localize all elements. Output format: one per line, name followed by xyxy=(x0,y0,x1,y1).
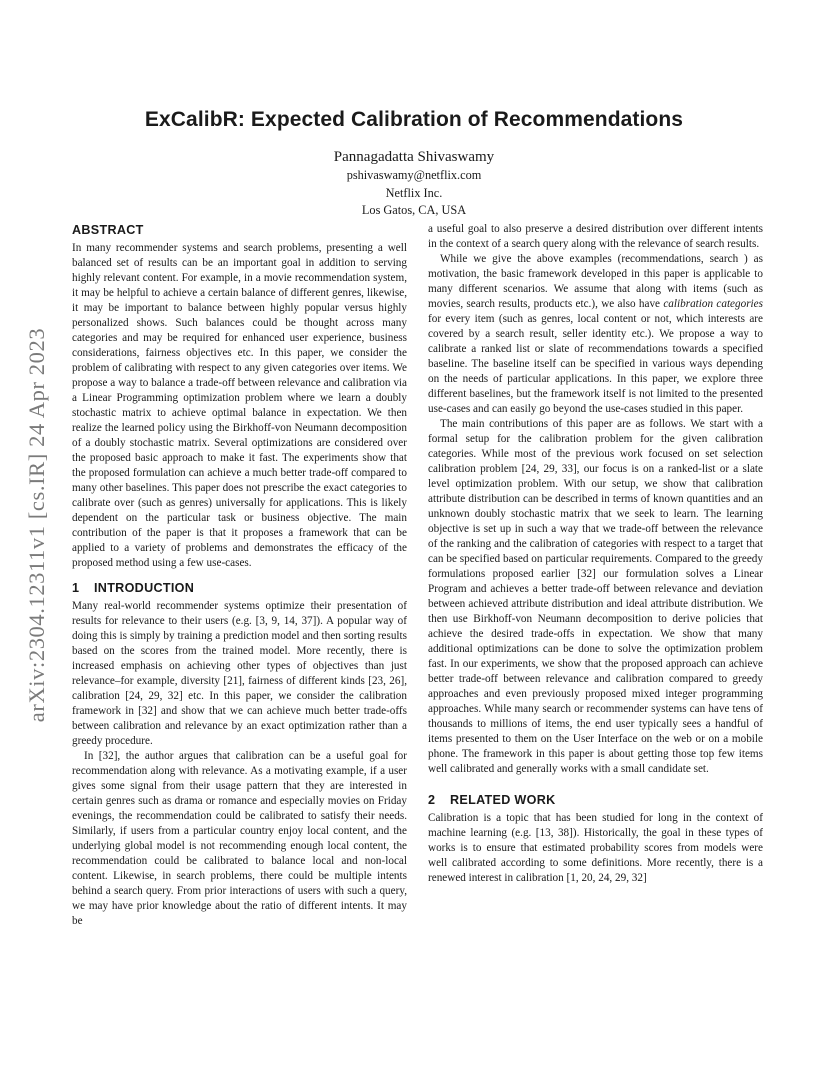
left-column xyxy=(72,222,407,929)
introduction-paragraph-1: Many real-world recommender systems optimize their presentation of results for relevance to their users (e.g. [3, 9, 14, 37]). A popular way of doing this is simply by training a prediction model and then sorting results based on the scores from the trained model. More recently, there is increased emphasis on achieving other types of objectives than just relevance–for example, diversity [21], fairness of different kinds [23, 26], calibration [24, 29, 32] etc. In this paper, we consider the calibration framework in [32] and show that we can achieve much better trade-offs between calibration and relevance by an exact optimization rather than a greedy procedure. xyxy=(72,600,407,747)
introduction-heading xyxy=(72,580,407,597)
related-work-paragraph-1: Calibration is a topic that has been studied for long in the context of machine learning (e.g. [13, 38]). Historically, the goal in these types of works is to ensure that estimated probability scores from models were well calibrated according to some definitions. More recently, there is a renewed interest in calibration [1, 20, 24, 29, 32] xyxy=(428,812,763,884)
introduction-paragraph-3: While we give the above examples (recommendations, search ) as motivation, the basic framework developed in this paper is applicable to many different scenarios. We assume that along with items (such as movies, search results, products etc.), we also have calibration categories for every item (such as genres, local content or not, which interests are covered by a search result, seller identity etc.). We propose a way to calibrate a ranked list or slate of recommendations towards a specified baseline. The baseline itself can be specified in various ways depending on the needs of particular applications. In this paper, we explore three different baselines, but the framework itself is not limited to the presented use-cases and can easily go beyond the use-cases studied in this paper. xyxy=(428,253,763,415)
introduction-number: 1 xyxy=(72,581,80,595)
introduction-title: INTRODUCTION xyxy=(94,581,195,595)
right-column xyxy=(428,222,763,886)
related-work-heading xyxy=(428,792,763,809)
abstract-text: In many recommender systems and search problems, presenting a well balanced set of results can be an important goal in addition to serving highly relevant content. For example, in a movie recommendation system, it may be helpful to achieve a certain balance of different genres, likewise, it may be important to balance between highly popular versus highly personalized shows. Such balances could be thought across many categories and may be required for enhanced user experience, business considerations, fairness objectives etc. In this paper, we consider the problem of calibrating with respect to any given categories over items. We propose a way to balance a trade-off between relevance and calibration via a Linear Programming optimization problem where we learn a doubly stochastic matrix to achieve optimal balance in expectation. We then realize the learned policy using the Birkhoff-von Neumann decomposition of a doubly stochastic matrix. Several optimizations are considered over the proposed basic approach to make it fast. The experiments show that the proposed formulation can achieve a much better trade-off compared to many other baselines. This paper does not prescribe the exact categories to calibrate over (such as genres) universally for applications. This is likely dependent on the particular task or business objective. The main contribution of the paper is that it proposes a framework that can be applied to a variety of problems and demonstrates the efficacy of the proposed method using a few use-cases. xyxy=(72,242,407,569)
paper-title: ExCalibR: Expected Calibration of Recommendations xyxy=(144,108,684,131)
introduction-paragraph-2: In [32], the author argues that calibration can be a useful goal for recommendation along with relevance. As a motivating example, if a user gives some signal from their usage pattern that they are interested in certain genres such as drama or romance and especially movies on Friday evenings, the recommendation could be calibrated to satisfy their needs. Similarly, if users from a particular country enjoy local content, and the underlying global model is not recommending enough local content, the recommendation could be calibrated to balance local and non-local content. Likewise, in search problems, there could be multiple intents behind a search query. From prior interactions of users with such a query, we may have prior knowledge about the ratio of different intents. It may be xyxy=(72,750,407,927)
introduction-paragraph-2-continued: a useful goal to also preserve a desired distribution over different intents in the context of a search query along with the relevance of search results. xyxy=(428,223,763,250)
author-email: pshivaswamy@netflix.com xyxy=(346,168,482,182)
author-name: Pannagadatta Shivaswamy xyxy=(333,149,495,165)
abstract-heading: ABSTRACT xyxy=(72,223,144,237)
calibration-categories-term: calibration categories xyxy=(663,298,763,310)
related-work-title: RELATED WORK xyxy=(450,793,556,807)
arxiv-identifier-text: arXiv:2304.12311v1 [cs.IR] 24 Apr 2023 xyxy=(24,327,49,723)
related-work-number: 2 xyxy=(428,793,436,807)
author-affiliation: Netflix Inc. xyxy=(385,185,443,200)
author-block xyxy=(0,147,828,220)
arxiv-identifier xyxy=(24,290,50,760)
author-location: Los Gatos, CA, USA xyxy=(361,203,467,217)
introduction-paragraph-4: The main contributions of this paper are as follows. We start with a formal setup for the calibration problem for the given calibration categories. While most of the previous work focused on set selection calibration problem [24, 29, 33], our focus is on a ranked-list or a slate level optimization problem. With our setup, we show that calibration attribute distribution can be described in terms of known quantities and an unknown doubly stochastic matrix that we seek to learn. The learning objective is set up in such a way that we trade-off between the relevance of the ranking and the calibration of categories with respect to a target that can be specified based on particular requirements. Compared to the greedy formulations proposed earlier [32] our formulation solves a Linear Program and achieves a better trade-off between relevance and deviation between achieved attribute distribution and ideal attribute distribution. We then use Birkhoff-von Neumann decomposition to derive policies that achieve the desired trade-offs in expectation. We show that many additional optimizations can be done to solve the optimization problem fast. In our experiments, we show that the proposed approach can achieve better trade-off between relevance and calibration compared to greedy approaches and even previously proposed mixed integer programming approaches. While many search or recommender systems can have tens of thousands to millions of items, the end user typically sees a handful of items presented to them on the User Interface on the web or on a mobile phone. The framework in this paper is about getting those top few items well calibrated and generally works with a small candidate set. xyxy=(428,418,763,775)
